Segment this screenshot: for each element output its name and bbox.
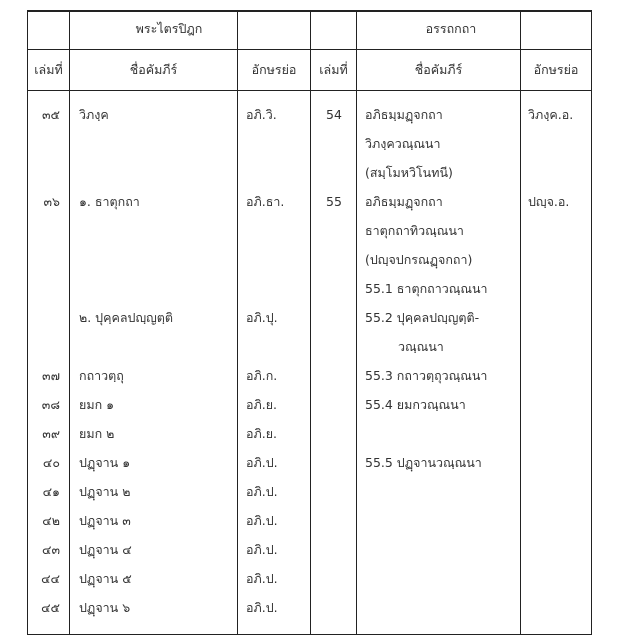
col-name-right: ชื่อคัมภีร์ <box>414 62 463 77</box>
tipitaka-name: ปฏฺจาน ๔ <box>79 542 132 557</box>
atthakatha-name: 55.5 ปฏฺจานวณฺณนา <box>365 455 482 470</box>
tipitaka-volume: ๓๗ <box>42 368 60 383</box>
tipitaka-volume: ๓๖ <box>43 194 60 209</box>
tipitaka-volume: ๓๕ <box>41 107 60 122</box>
atthakatha-volume: 54 <box>326 107 342 122</box>
tipitaka-abbr: อภิ.ป. <box>246 513 278 528</box>
atthakatha-group-header: อรรถกถา <box>425 21 477 36</box>
atthakatha-name: วณฺณนา <box>398 339 444 354</box>
tipitaka-abbr: อภิ.วิ. <box>246 107 277 122</box>
group-divider <box>310 11 311 634</box>
tipitaka-name: ๑. ธาตุกถา <box>79 194 140 209</box>
col-abbr-right: อักษรย่อ <box>533 62 579 77</box>
tipitaka-abbr: อภิ.ป. <box>246 571 278 586</box>
tipitaka-name: ปฏฺจาน ๑ <box>79 455 131 470</box>
tipitaka-abbr: อภิ.ป. <box>246 455 278 470</box>
tipitaka-abbr: อภิ.ปุ. <box>246 310 278 325</box>
tipitaka-abbr: อภิ.ป. <box>246 484 278 499</box>
column-divider <box>520 11 521 634</box>
tipitaka-name: ปฏฺจาน ๖ <box>79 600 131 615</box>
tipitaka-abbr: อภิ.ป. <box>246 542 278 557</box>
atthakatha-name: วิภงฺควณฺณนา <box>365 136 441 151</box>
tipitaka-name: ยมก ๑ <box>79 397 115 412</box>
tipitaka-name: ปฏฺจาน ๕ <box>79 571 132 586</box>
top-rule <box>28 11 591 12</box>
tipitaka-volume: ๓๘ <box>41 397 60 412</box>
column-divider <box>237 11 238 634</box>
tipitaka-name: วิภงฺค <box>79 107 109 122</box>
tipitaka-volume: ๔๓ <box>41 542 60 557</box>
atthakatha-name: 55.4 ยมกวณฺณนา <box>365 397 466 412</box>
tipitaka-table <box>27 10 592 635</box>
col-name-left: ชื่อคัมภีร์ <box>129 62 178 77</box>
tipitaka-abbr: อภิ.ธา. <box>246 194 285 209</box>
tipitaka-volume: ๔๐ <box>42 455 60 470</box>
column-divider <box>356 11 357 634</box>
atthakatha-name: 55.1 ธาตุกถาวณฺณนา <box>365 281 488 296</box>
header-rule <box>28 49 591 50</box>
tipitaka-abbr: อภิ.ป. <box>246 600 278 615</box>
atthakatha-name: 55.3 กถาวตฺถุวณฺณนา <box>365 368 488 383</box>
atthakatha-name: อภิธมฺมฏฺจกถา <box>365 107 443 122</box>
atthakatha-name: อภิธมฺมฏฺจกถา <box>365 194 443 209</box>
atthakatha-name: ธาตุกถาทิวณฺณนา <box>365 223 464 238</box>
tipitaka-volume: ๔๒ <box>42 513 60 528</box>
atthakatha-name: 55.2 ปุคฺคลปญฺญตฺติ- <box>365 310 480 325</box>
header-bottom-rule <box>28 90 591 91</box>
tipitaka-name: ยมก ๒ <box>79 426 115 441</box>
atthakatha-volume: 55 <box>326 194 342 209</box>
atthakatha-abbr: ปญฺจ.อ. <box>528 194 570 209</box>
atthakatha-name: (สมฺโมหวิโนทนี) <box>365 165 453 180</box>
tipitaka-volume: ๓๙ <box>42 426 60 441</box>
tipitaka-name: ๒. ปุคฺคลปญฺญตฺติ <box>79 310 173 325</box>
atthakatha-name: (ปญฺจปกรณฏฺจกถา) <box>365 252 473 267</box>
tipitaka-abbr: อภิ.ย. <box>246 426 278 441</box>
tipitaka-name: ปฏฺจาน ๓ <box>79 513 131 528</box>
tipitaka-volume: ๔๔ <box>41 571 60 586</box>
column-divider <box>69 11 70 634</box>
tipitaka-abbr: อภิ.ก. <box>246 368 278 383</box>
tipitaka-name: ปฏฺจาน ๒ <box>79 484 131 499</box>
tipitaka-volume: ๔๕ <box>41 600 60 615</box>
tipitaka-abbr: อภิ.ย. <box>246 397 278 412</box>
col-abbr-left: อักษรย่อ <box>251 62 297 77</box>
tipitaka-volume: ๔๑ <box>42 484 60 499</box>
atthakatha-abbr: วิภงฺค.อ. <box>528 107 574 122</box>
tipitaka-name: กถาวตฺถุ <box>79 368 124 383</box>
col-volume-left: เล่มที่ <box>34 62 63 77</box>
col-volume-right: เล่มที่ <box>319 62 348 77</box>
tipitaka-group-header: พระไตรปิฎก <box>135 21 203 36</box>
